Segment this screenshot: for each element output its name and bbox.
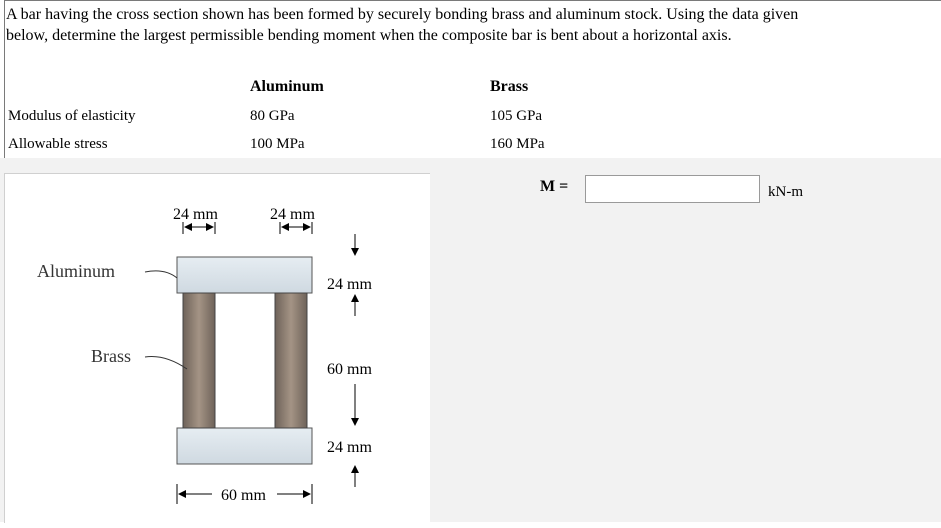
header-brass: Brass <box>490 78 529 95</box>
dim-right-top-label: 24 mm <box>327 276 372 293</box>
aluminum-top-plate <box>177 257 312 293</box>
aluminum-callout-label: Aluminum <box>37 261 116 281</box>
aluminum-leader-line <box>145 271 177 278</box>
brass-left-bar <box>183 293 215 428</box>
brass-stress-value: 160 MPa <box>490 136 545 152</box>
moment-label: M = <box>540 178 569 195</box>
problem-line-1: A bar having the cross section shown has been formed by securely bonding brass and aluminum stock. Using the data given <box>6 6 799 23</box>
row-modulus-of-elasticity <box>4 108 941 130</box>
moment-input[interactable] <box>585 175 760 203</box>
dim-right-mid-label: 60 mm <box>327 361 372 378</box>
problem-statement <box>6 4 941 46</box>
aluminum-stress-value: 100 MPa <box>250 136 305 152</box>
brass-callout-label: Brass <box>91 346 131 366</box>
dim-right-bottom-label: 24 mm <box>327 439 372 456</box>
dim-top-left-label: 24 mm <box>173 206 218 223</box>
dim-top-left-marker <box>183 222 215 234</box>
brass-modulus-value: 105 GPa <box>490 108 543 124</box>
row-label: Allowable stress <box>8 136 108 152</box>
dim-bottom-label: 60 mm <box>221 487 266 504</box>
cross-section-figure-panel <box>4 173 430 523</box>
dim-top-right-label: 24 mm <box>270 206 315 223</box>
header-aluminum: Aluminum <box>250 78 324 95</box>
moment-unit: kN-m <box>768 184 803 200</box>
aluminum-modulus-value: 80 GPa <box>250 108 295 124</box>
aluminum-bottom-plate <box>177 428 312 464</box>
problem-line-2: below, determine the largest permissible bending moment when the composite bar is bent about a horizontal axis. <box>6 27 732 44</box>
cross-section-figure <box>5 174 430 523</box>
row-label: Modulus of elasticity <box>8 108 136 124</box>
row-allowable-stress <box>4 136 941 158</box>
brass-right-bar <box>275 293 307 428</box>
brass-leader-line <box>145 357 187 370</box>
dim-top-right-marker <box>280 222 312 234</box>
